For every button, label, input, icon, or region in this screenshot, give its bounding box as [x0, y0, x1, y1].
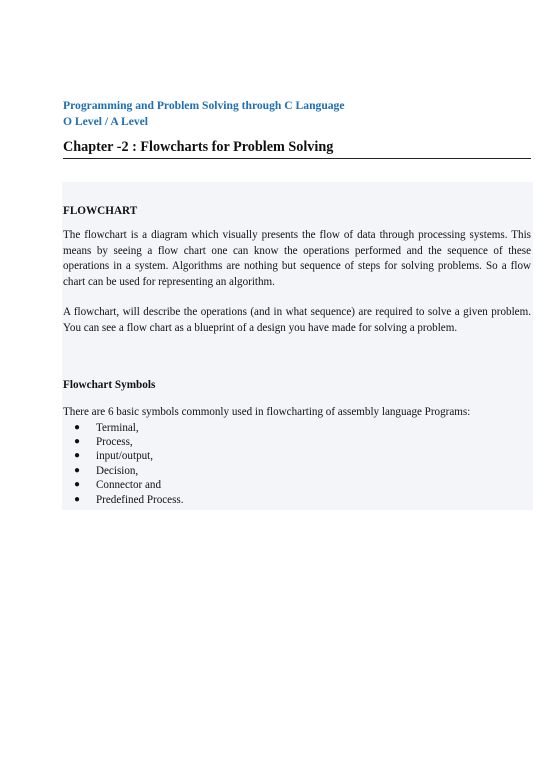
bullet-icon: ● [74, 464, 81, 476]
list-item [63, 464, 531, 478]
list-item [63, 493, 531, 507]
course-title: Programming and Problem Solving through C Language [63, 99, 345, 112]
list-item-label: Connector and [96, 479, 162, 492]
bullet-icon: ● [74, 493, 81, 505]
bullet-icon: ● [74, 479, 81, 491]
list-item [63, 478, 531, 492]
symbols-heading: Flowchart Symbols [63, 379, 156, 391]
flowchart-section [63, 204, 531, 337]
list-item [63, 421, 531, 435]
symbols-section [63, 378, 531, 507]
list-item-label: Predefined Process. [96, 493, 184, 506]
flowchart-heading: FLOWCHART [63, 205, 138, 217]
chapter-title: Chapter -2 : Flowcharts for Problem Solving [63, 138, 531, 159]
symbols-list [63, 421, 531, 507]
bullet-icon: ● [74, 450, 81, 462]
list-item [63, 449, 531, 463]
document-header [63, 98, 531, 159]
list-item-label: Terminal, [96, 421, 139, 434]
flowchart-paragraph-1: The flowchart is a diagram which visually presents the flow of data through processing systems. This means by seeing a flow chart one can know the operations performed and the sequence of these operations in a system. Algorithms are nothing but sequence of steps for solving problems. So a flow chart can be used for representing an algorithm. [63, 229, 531, 288]
bullet-icon: ● [74, 436, 81, 447]
flowchart-paragraph-2: A flowchart, will describe the operations (and in what sequence) are required to solve a given problem. You can see a flow chart as a blueprint of a design you have made for solving a problem. [63, 306, 531, 334]
list-item-label: Process, [96, 436, 133, 448]
list-item-label: Decision, [96, 464, 139, 477]
bullet-icon: ● [74, 421, 81, 433]
symbols-intro: There are 6 basic symbols commonly used in flowcharting of assembly language Programs: [63, 406, 471, 418]
list-item [63, 435, 531, 449]
level-line: O Level / A Level [63, 115, 149, 128]
list-item-label: input/output, [96, 450, 154, 463]
